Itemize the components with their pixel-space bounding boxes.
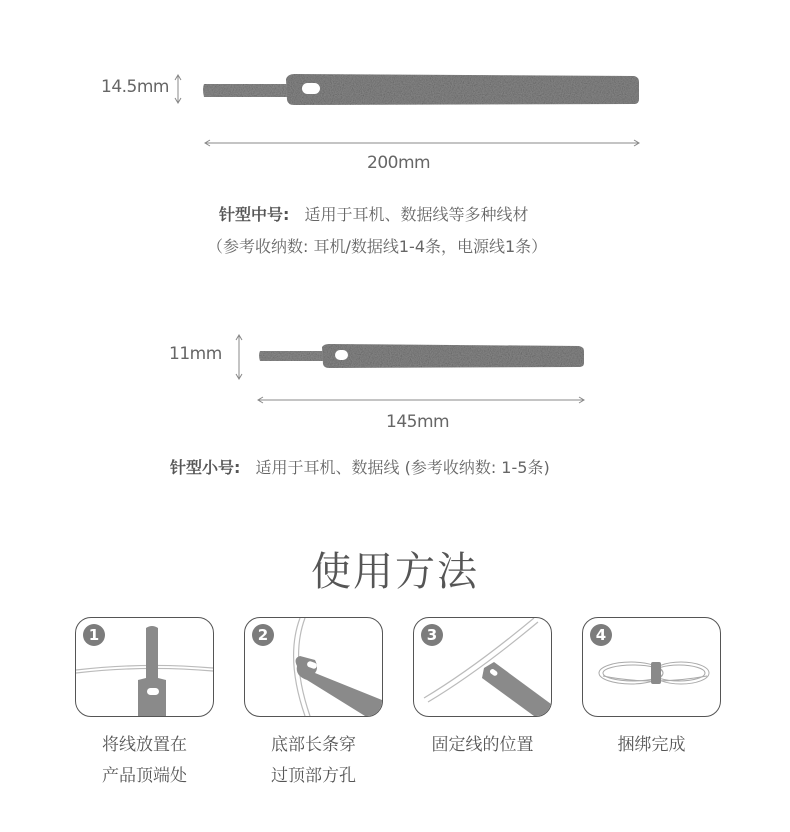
small-usage: 适用于耳机、数据线 (参考收纳数: 1-5条) — [255, 458, 550, 477]
step-2-line2: 过顶部方孔 — [271, 766, 356, 786]
small-height-label: 11mm — [169, 344, 222, 364]
step-2-badge: 2 — [252, 624, 274, 646]
medium-usage: 适用于耳机、数据线等多种线材 — [304, 205, 529, 224]
medium-description — [219, 202, 529, 225]
step-3-badge: 3 — [421, 624, 443, 646]
medium-height-arrow — [172, 73, 184, 105]
medium-capacity: （参考收纳数: 耳机/数据线1-4条，电源线1条） — [207, 237, 548, 256]
small-length-arrow — [256, 394, 588, 406]
medium-length-arrow — [203, 137, 643, 149]
step-4-line1: 捆绑完成 — [617, 735, 686, 755]
step-3-line1: 固定线的位置 — [431, 735, 534, 755]
section-title: 使用方法 — [311, 549, 479, 595]
small-length-label: 145mm — [386, 412, 450, 432]
small-name: 针型小号: — [170, 458, 241, 477]
step-1-text — [75, 730, 214, 792]
step-2-line1: 底部长条穿 — [271, 735, 356, 755]
medium-length-label: 200mm — [367, 153, 431, 173]
medium-strap-image — [198, 70, 643, 108]
step-2-card — [244, 617, 383, 717]
step-3-card — [413, 617, 552, 717]
small-height-arrow — [233, 333, 245, 381]
medium-height-label: 14.5mm — [101, 77, 169, 97]
step-1-line2: 产品顶端处 — [102, 766, 187, 786]
step-1-badge: 1 — [83, 624, 105, 646]
step-4-card — [582, 617, 721, 717]
small-strap-image — [256, 341, 588, 371]
step-3-text — [413, 730, 552, 761]
small-description — [170, 455, 550, 478]
step-4-text — [582, 730, 721, 761]
medium-name: 针型中号: — [219, 205, 290, 224]
step-1-line1: 将线放置在 — [102, 735, 187, 755]
step-2-text — [244, 730, 383, 792]
step-1-card — [75, 617, 214, 717]
step-4-badge: 4 — [590, 624, 612, 646]
